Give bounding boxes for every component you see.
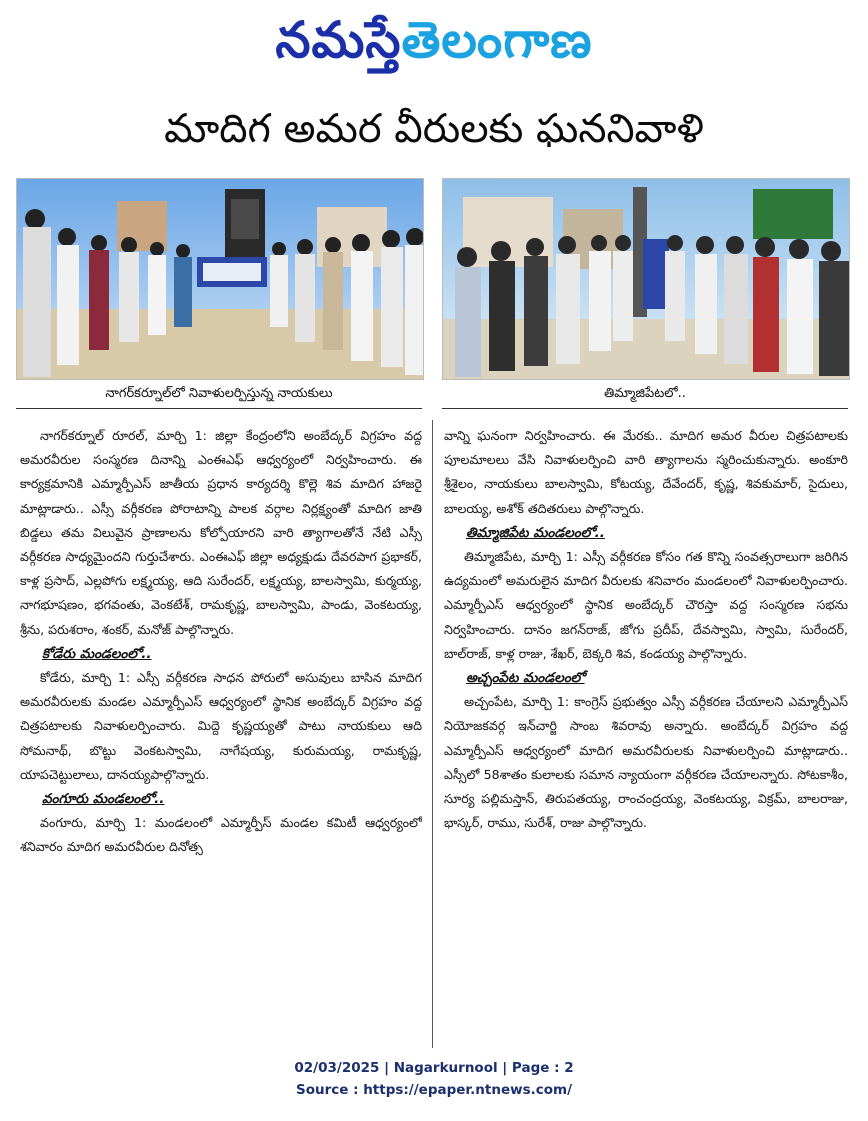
left-subheading-3: వంగూరు మండలంలో..	[42, 791, 165, 808]
right-text-column	[444, 424, 848, 1048]
footer-source: Source : https://epaper.ntnews.com/	[295, 1082, 573, 1098]
newspaper-masthead	[0, 8, 868, 72]
left-caption-rule	[16, 408, 422, 409]
left-text-column	[20, 424, 422, 1048]
right-paragraph-3: అచ్చంపేట, మార్చి 1: కాంగ్రెస్ ప్రభుత్వం ఎస్సీ వర్గీకరణ చేయాలని ఎమ్మార్పీఎస్ నియోజకవర్గ ఇన్‌చార్జి సాంబ శివరావు అన్నారు. అంబేద్కర్ విగ్రహం వద్ద ఎమ్మార్పీఎస్ ఆధ్వర్యంలో మాదిగ అమరవీరులకు నివాళులర్పించి మాట్లాడారు.. ఎస్సీలో 58శాతం కులాలకు సమాన న్యాయంగా వర్గీకరణ చేయాలన్నారు. సోటకాశీం, సూర్య పల్లిమస్తాన్, తిరుపతయ్య, రాంచంద్రయ్య, వెంకటయ్య, విక్రమ్, బాలరాజు, భాస్కర్, రాము, సురేశ్, రాజు పాల్గొన్నారు.	[444, 694, 848, 831]
left-photo-caption: నాగర్‌కర్నూల్‌లో నివాళులర్పిస్తున్న నాయకులు	[105, 386, 333, 401]
masthead-part1: నమస్తే	[275, 11, 402, 69]
left-subheading-2: కోడేరు మండలంలో..	[42, 645, 152, 662]
right-news-photo	[442, 178, 850, 380]
left-paragraph-3: వంగూరు, మార్చి 1: మండలంలో ఎమ్మార్పీస్ మండల కమిటీ ఆధ్వర్యంలో శనివారం మాదిగ అమరవీరుల దినోత్స	[20, 815, 422, 855]
column-divider	[432, 420, 433, 1048]
masthead-part2: తెలంగాణ	[401, 11, 593, 69]
right-subheading-3: అచ్చంపేట మండలంలో	[466, 670, 585, 687]
left-paragraph-1: నాగర్‌కర్నూల్ రూరల్, మార్చి 1: జిల్లా కేంద్రంలోని అంబేద్కర్ విగ్రహం వద్ద అమరవీరుల సంస్మరణ దినాన్ని ఎంఈఎఫ్ ఆధ్వర్యంలో నిర్వహించారు. ఈ కార్యక్రమానికి ఎమ్మార్పీఎస్ జాతీయ ప్రధాన కార్యదర్శి కొల్లె శివ మాదిగ హాజరై మాట్లాడారు.. ఎస్సీ వర్గీకరణ పోరాటాన్ని పాలక వర్గాల నిర్లక్ష్యంతో మాదిగ జాతి బిడ్డలు తమ విలువైన ప్రాణాలను కోల్పోయారని వారి త్యాగాలతోనే నేటి ఎస్సీ వర్గీకరణ సాధ్యమైందని గుర్తుచేశారు. ఎంఈఎఫ్ జిల్లా అధ్యక్షుడు దేవరపాగ ప్రభాకర్, కాళ్ల ప్రసాద్, ఎల్లపోగు లక్ష్మయ్య, ఆది సురేందర్, లక్ష్మయ్య, బాలస్వామి, కుర్మయ్య, నాగభూషణం, భగవంతు, వెంకటేశ్, రామకృష్ణ, బాలస్వామి, పాండు, వెంకటయ్య, శ్రీను, పరుశరాం, శంకర్, మనోజ్ పాల్గొన్నారు.	[20, 428, 422, 637]
article-headline: మాదిగ అమర వీరులకు ఘననివాళి	[164, 106, 704, 152]
right-paragraph-1: వాన్ని ఘనంగా నిర్వహించారు. ఈ మేరకు.. మాదిగ అమర వీరుల చిత్రపటాలకు పూలమాలలు వేసి నివాళులర్పించి వారి త్యాగాలను స్మరించుకున్నారు. అంకూరి శ్రీశైలం, నాయకులు బాలస్వామి, కోటయ్య, దేవేందర్, కృష్ణ, శివకుమార్, సైదులు, బాలయ్య, అశోక్ తదితరులు పాల్గొన్నారు.	[444, 428, 848, 516]
right-paragraph-2: తిమ్మాజిపేట, మార్చి 1: ఎస్సీ వర్గీకరణ కోసం గత కొన్ని సంవత్సరాలుగా జరిగిన ఉద్యమంలో అమరులైన మాదిగ వీరులకు శనివారం మండలంలో నివాళులర్పించారు. ఎమ్మార్పీఎస్ ఆధ్వర్యంలో స్థానిక అంబేద్కర్ చౌరస్తా వద్ద సంస్మరణ సభను నిర్వహించారు. దానం జగన్‌రాజ్, జోగు ప్రదీప్, దేవస్వామి, స్వామి, సురేందర్, బాల్‌రాజ్, కాళ్ల రాజు, శేఖర్, బెక్కరి శివ, కండయ్య పాల్గొన్నారు.	[444, 549, 848, 661]
right-subheading-2: తిమ్మాజిపేట మండలంలో..	[466, 524, 605, 541]
left-paragraph-2: కోడేరు, మార్చి 1: ఎస్సీ వర్గీకరణ సాధన పోరులో అసువులు బాసిన మాదిగ అమరవీరులకు మండల ఎమ్మార్పీఎస్ ఆధ్వర్యంలో స్థానిక అంబేద్కర్ విగ్రహం వద్ద చిత్రపటాలకు నివాళులర్పించారు. మిద్దె కృష్ణయ్యతో పాటు నాయకులు ఆది సోమనాథ్, బొట్టు వెంకటస్వామి, నాగేషయ్య, కురుమయ్య, రామకృష్ణ, యాపచెట్టులాలు, దానయ్యపాల్గొన్నారు.	[20, 670, 422, 782]
right-caption-rule	[442, 408, 848, 409]
right-photo-caption: తిమ్మాజిపేటలో..	[604, 386, 686, 401]
footer-date-edition: 02/03/2025 | Nagarkurnool | Page : 2	[294, 1060, 574, 1076]
left-news-photo	[16, 178, 424, 380]
